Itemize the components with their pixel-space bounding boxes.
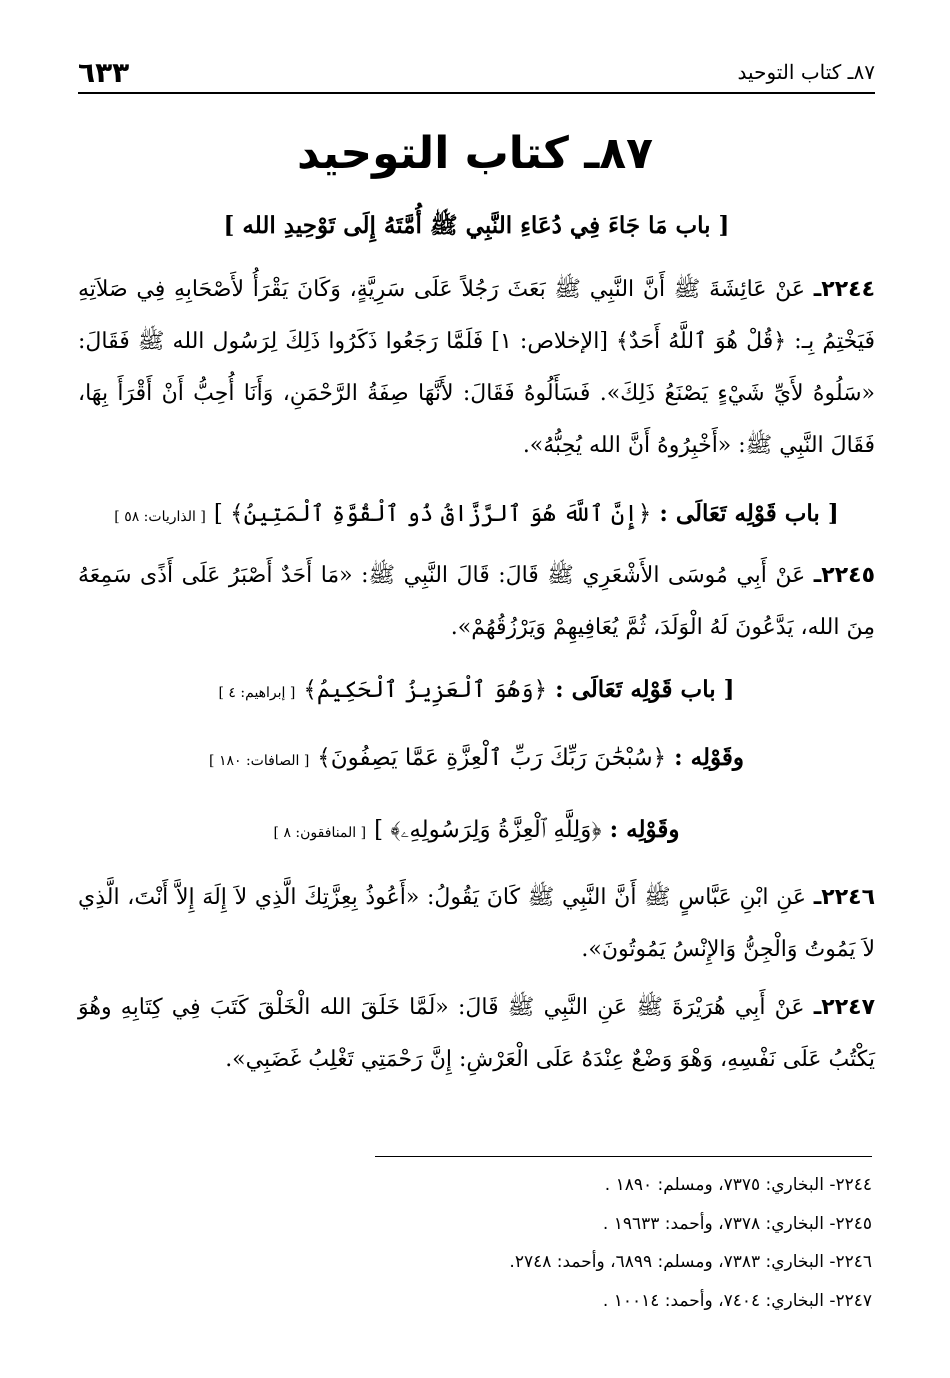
quran-verse: ﴿وَلِلَّهِ ٱلْعِزَّةُ وَلِرَسُولِهِۦ﴾ ] xyxy=(374,817,602,843)
book-title: ٨٧ـ كتاب التوحيد xyxy=(297,128,653,179)
chapter-heading-text: [ باب قَوْلِه تَعَالَى : xyxy=(555,676,735,703)
verse-reference: [ الصافات: ١٨٠ ] xyxy=(209,753,310,769)
quran-verse: ﴿وَهُوَ ٱلْعَزِيزُ ٱلْحَكِيمُ﴾ xyxy=(303,677,548,703)
chapter-heading xyxy=(78,206,875,246)
hadith-number: ٢٢٤٥ـ xyxy=(813,563,875,588)
footnote: ٢٢٤٥- البخاري: ٧٣٧٨، وأحمد: ١٩٦٣٣ . xyxy=(602,1213,872,1234)
page-header xyxy=(78,52,875,94)
hadith-entry xyxy=(78,872,875,976)
footnotes xyxy=(78,1166,872,1320)
hadith-text: عَنِ ابْنِ عَبَّاسٍ ﷺ أَنَّ النَّبِي ﷺ كَانَ يَقُولُ: «أَعُوذُ بِعِزَّتِكَ الَّذِي لاَ إِلَهَ إِلاَّ أَنْتَ، الَّذِي لاَ يَمُوتُ وَالْجِنُّ وَالإِنْسُ يَمُوتُونَ». xyxy=(78,885,875,962)
hadith-number: ٢٢٤٦ـ xyxy=(813,885,875,910)
quran-verse: ﴿إِنَّ ٱللَّهَ هُوَ ٱلرَّزَّاقُ ذُو ٱلْقُوَّةِ ٱلْمَتِينُ﴾ ] xyxy=(213,501,652,527)
chapter-heading xyxy=(78,494,875,537)
chapter-heading xyxy=(78,670,875,713)
hadith-entry xyxy=(78,550,875,654)
chapter-subheading xyxy=(78,810,875,853)
running-title: ٨٧ـ كتاب التوحيد xyxy=(737,60,875,84)
footnote: ٢٢٤٤- البخاري: ٧٣٧٥، ومسلم: ١٨٩٠ . xyxy=(604,1175,872,1195)
chapter-heading-text: وقَوْلِه : xyxy=(609,816,680,843)
hadith-entry xyxy=(78,982,875,1086)
chapter-subheading xyxy=(78,738,875,781)
quran-verse: ﴿سُبْحَٰنَ رَبِّكَ رَبِّ ٱلْعِزَّةِ عَمَّا يَصِفُونَ﴾ xyxy=(317,745,667,771)
verse-reference: [ إبراهيم: ٤ ] xyxy=(218,685,296,701)
hadith-number: ٢٢٤٤ـ xyxy=(813,277,875,302)
hadith-text: عَنْ عَائِشَةَ ﷺ أَنَّ النَّبِي ﷺ بَعَثَ رَجُلاً عَلَى سَرِيَّةٍ، وَكَانَ يَقْرَأُ لأَصْحَابِهِ فِي صَلاَتِهِ فَيَخْتِمُ بِـ: ﴿قُلْ هُوَ ٱللَّهُ أَحَدٌ﴾ [الإخلاص: ١] فَلَمَّا رَجَعُوا ذَكَرُوا ذَلِكَ لِرَسُول الله ﷺ فَقَالَ: «سَلُوهُ لأَيِّ شَيْءٍ يَصْنَعُ ذَلِكَ». فَسَأَلُوهُ فَقَالَ: لأَنَّهَا صِفَةُ الرَّحْمَنِ، وَأَنَا أُحِبُّ أَنْ أَقْرَأَ بِهَا، فَقَالَ النَّبِي ﷺ: «أَخْبِرُوهُ أَنَّ الله يُحِبُّهُ». xyxy=(78,277,875,458)
hadith-text: عَنْ أَبِي هُرَيْرَةَ ﷺ عَنِ النَّبِي ﷺ قَالَ: «لَمَّا خَلَقَ الله الْخَلْقَ كَتَبَ فِي كِتَابِهِ وهُوَ يَكْتُبُ عَلَى نَفْسِهِ، وَهْوَ وَضْعٌ عِنْدَهُ عَلَى الْعَرْشِ: إِنَّ رَحْمَتِي تَغْلِبُ غَضَبِي». xyxy=(78,995,875,1072)
footnote-divider xyxy=(375,1156,872,1157)
verse-reference: [ المنافقون: ٨ ] xyxy=(273,825,367,841)
hadith-text: عَنْ أَبِي مُوسَى الأَشْعَرِي ﷺ قَالَ: قَالَ النَّبِي ﷺ: «مَا أَحَدٌ أَصْبَرُ عَلَى أَذًى سَمِعَهُ مِنَ الله، يَدَّعُونَ لَهُ الْوَلَدَ، ثُمَّ يُعَافِيهِمْ وَيَرْزُقُهُمْ». xyxy=(78,563,875,640)
page-number: ٦٣٣ xyxy=(78,55,130,89)
chapter-heading-text: وقَوْلِه : xyxy=(674,744,744,771)
verse-reference: [ الذاريات: ٥٨ ] xyxy=(114,509,206,525)
chapter-heading-text: [ باب قَوْلِه تَعَالَى : xyxy=(659,500,839,527)
hadith-number: ٢٢٤٧ـ xyxy=(813,995,875,1020)
chapter-heading-text: [ باب مَا جَاءَ فِي دُعَاءِ النَّبِي ﷺ أُمَّتَهُ إِلَى تَوْحِيدِ الله ] xyxy=(223,212,730,239)
footnote: ٢٢٤٧- البخاري: ٧٤٠٤، وأحمد: ١٠٠١٤ . xyxy=(602,1290,872,1311)
hadith-entry xyxy=(78,264,875,472)
footnote: ٢٢٤٦- البخاري: ٧٣٨٣، ومسلم: ٦٨٩٩، وأحمد: ٢٧٤٨. xyxy=(509,1252,872,1272)
